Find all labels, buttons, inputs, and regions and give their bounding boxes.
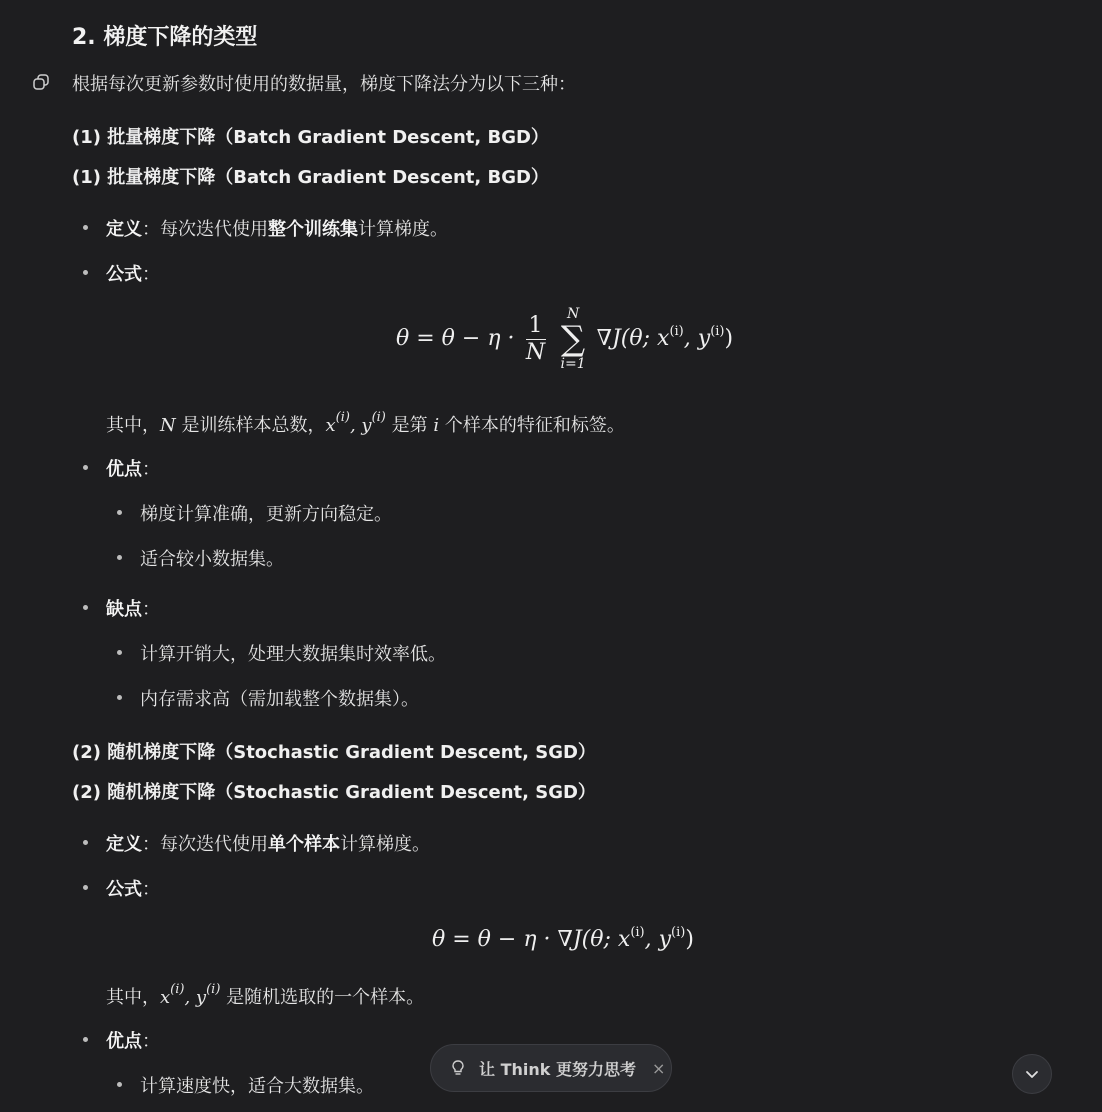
pros-colon: ： [142,1031,160,1052]
definition-text: ：每次迭代使用 [142,219,268,240]
sum-symbol: ∑ [560,319,586,359]
sgd-heading: (2) 随机梯度下降（Stochastic Gradient Descent, SGD） [72,742,596,763]
formula-fraction [526,313,546,366]
formula-label: 公式 [106,879,142,900]
definition-label: 定义 [106,219,142,240]
note-math: , y [349,415,372,436]
bgd-formula-label [106,260,160,286]
bgd-heading-duplicate: (1) 批量梯度下降（Batch Gradient Descent, BGD） [72,167,549,188]
close-icon[interactable]: × [651,1058,666,1078]
note-math: x [325,415,336,436]
scroll-to-bottom-button[interactable] [1012,1054,1052,1094]
lightbulb-icon [449,1059,467,1077]
bullet-dot [83,605,88,610]
bullet-dot [83,885,88,890]
formula-sup: (i) [669,324,684,339]
bullet-dot [117,695,122,700]
bgd-note [106,410,625,437]
note-sup: (i) [206,982,221,997]
note-math: x [160,987,171,1008]
bgd-cons-label [106,595,160,621]
formula-mid: , y [683,326,711,351]
bullet-dot [83,840,88,845]
definition-bold: 整个训练集 [268,219,358,240]
bullet-dot [117,510,122,515]
note-sup: (i) [335,410,350,425]
formula-lhs: θ = θ − η · [396,326,515,351]
pros-label: 优点 [106,459,142,480]
formula-sup: (i) [630,925,645,940]
bullet-dot [117,555,122,560]
sgd-formula-label [106,875,160,901]
list-item-text: 计算速度快，适合大数据集。 [140,1076,374,1097]
sgd-heading-duplicate: (2) 随机梯度下降（Stochastic Gradient Descent, SGD） [72,782,596,803]
note-math: N [160,415,176,436]
formula-end: ) [724,326,734,351]
definition-bold: 单个样本 [268,834,340,855]
formula-mid: , y [644,927,672,952]
definition-suffix: 计算梯度。 [358,219,448,240]
list-item [140,685,419,711]
bgd-heading: (1) 批量梯度下降（Batch Gradient Descent, BGD） [72,127,549,148]
note-sup: (i) [371,410,386,425]
fraction-denominator: N [525,339,546,365]
list-item [140,1072,374,1098]
bullet-dot [117,650,122,655]
bullet-dot [83,465,88,470]
formula-sup: (i) [710,324,725,339]
formula-label: 公式 [106,264,142,285]
copy-icon[interactable] [32,73,50,91]
intro-text: 根据每次更新参数时使用的数据量，梯度下降法分为以下三种： [72,74,576,95]
note-text: 其中， [106,987,160,1008]
pros-colon: ： [142,459,160,480]
note-math: i [433,415,440,436]
formula-lhs: θ = θ − η · ∇J(θ; x [432,927,631,952]
bullet-dot [83,225,88,230]
chevron-down-icon [1024,1066,1040,1082]
definition-suffix: 计算梯度。 [340,834,430,855]
list-item-text: 内存需求高（需加载整个数据集）。 [140,689,419,710]
note-math: , y [184,987,207,1008]
bgd-formula [396,306,733,372]
list-item [140,640,446,666]
formula-end: ) [685,927,694,952]
think-harder-label: 让 Think 更努力思考 [479,1059,636,1079]
note-text: 其中， [106,415,160,436]
note-text: 个样本的特征和标签。 [439,415,625,436]
list-item-text: 适合较小数据集。 [140,549,284,570]
note-text: 是第 [385,415,434,436]
note-text: 是随机选取的一个样本。 [220,987,425,1008]
sgd-definition [106,830,430,856]
formula-colon: ： [142,264,160,285]
definition-text: ：每次迭代使用 [142,834,268,855]
note-text: 是训练样本总数， [175,415,326,436]
bgd-pros-label [106,455,160,481]
cons-label: 缺点 [106,599,142,620]
list-item [140,500,392,526]
pros-label: 优点 [106,1031,142,1052]
list-item-text: 计算开销大，处理大数据集时效率低。 [140,644,446,665]
bullet-dot [117,1082,122,1087]
list-item [140,545,284,571]
sgd-note [106,982,424,1009]
definition-label: 定义 [106,834,142,855]
formula-rhs: ∇J(θ; x [596,326,670,351]
sgd-formula [432,925,694,952]
sum-upper: N [566,306,580,322]
think-harder-button[interactable] [430,1044,672,1092]
section-title: 2. 梯度下降的类型 [72,25,258,50]
formula-sup: (i) [671,925,686,940]
formula-colon: ： [142,879,160,900]
list-item-text: 梯度计算准确，更新方向稳定。 [140,504,392,525]
note-sup: (i) [170,982,185,997]
sum-lower: i=1 [560,356,586,372]
sgd-pros-label [106,1027,160,1053]
fraction-numerator: 1 [526,313,546,340]
bgd-definition [106,215,448,241]
bullet-dot [83,270,88,275]
bullet-dot [83,1037,88,1042]
cons-colon: ： [142,599,160,620]
formula-sum [561,306,586,372]
